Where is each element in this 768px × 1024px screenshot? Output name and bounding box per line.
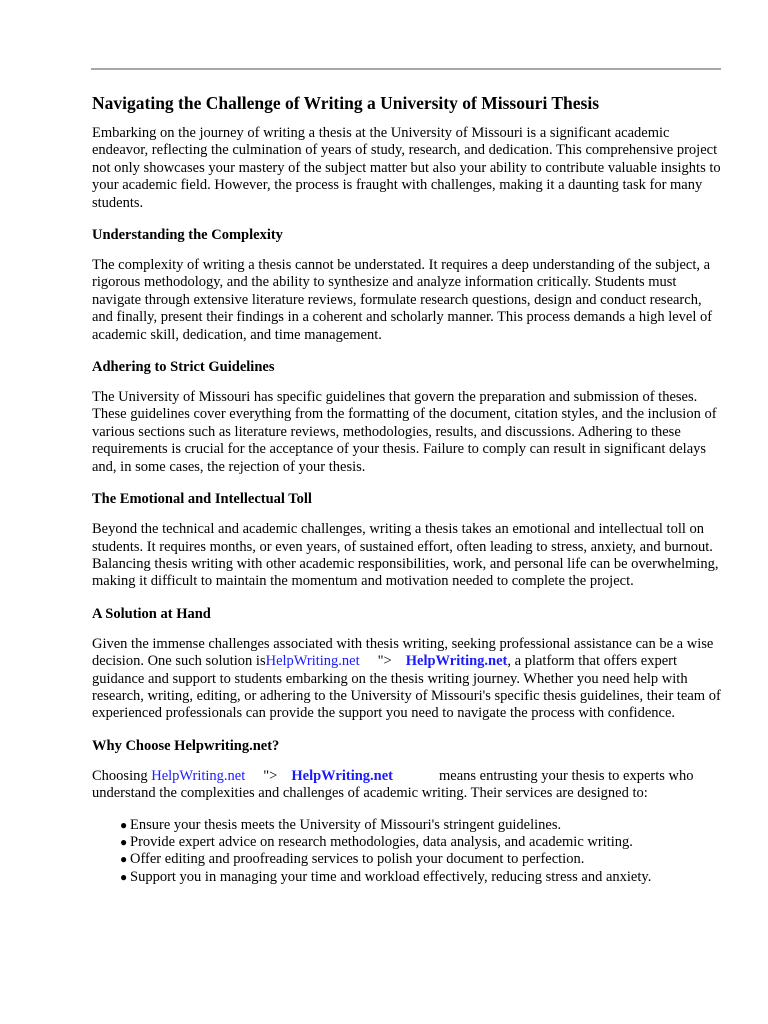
bullet-icon: ●: [120, 852, 128, 867]
list-item: ● Provide expert advice on research methodologies, data analysis, and academic writing.: [120, 833, 633, 850]
list-item: ● Ensure your thesis meets the University of Missouri's stringent guidelines.: [120, 816, 562, 833]
list-item: ● Support you in managing your time and workload effectively, reducing stress and anxiety.: [120, 868, 652, 885]
section-paragraph: The complexity of writing a thesis cannot be understated. It requires a deep understanding of the subject, a rigorous methodology, and the ability to synthesize and analyze information critically. Students must navigate through extensive literature reviews, formulate research questions, design and conduct research, and finally, present their findings in a coherent and scholarly manner. This process demands a high level of academic skill, dedication, and time management.: [92, 257, 713, 343]
bullet-icon: ●: [120, 869, 128, 884]
why-paragraph: [92, 768, 722, 803]
helpwriting-bold-link[interactable]: HelpWriting.net: [291, 767, 394, 784]
helpwriting-bold-link[interactable]: HelpWriting.net: [405, 653, 508, 670]
section-heading: The Emotional and Intellectual Toll: [92, 491, 312, 508]
solution-paragraph: [92, 636, 722, 723]
services-list: [92, 817, 722, 887]
why-heading: Why Choose Helpwriting.net?: [92, 737, 280, 754]
solution-text-after: , a platform that offers expert guidance and support to students embarking on the thesis writing journey. Whether you need help with research, writing, editing, or adhering to the University of Missouri's specific thesis guidelines, their team of experienced professionals can provide the support you need to navigate the process with confidence.: [92, 653, 721, 722]
helpwriting-link[interactable]: HelpWriting.net: [265, 653, 360, 670]
bullet-icon: ●: [120, 834, 128, 849]
article-title: Navigating the Challenge of Writing a University of Missouri Thesis: [92, 93, 600, 113]
section-heading: Adhering to Strict Guidelines: [92, 359, 275, 376]
why-text-after: means entrusting your thesis to experts who understand the complexities and challenges of academic writing. Their services are designed to:: [92, 767, 694, 802]
stray-quote-text: ">: [377, 653, 392, 670]
bullet-icon: ●: [120, 817, 128, 832]
list-item: ● Offer editing and proofreading services to polish your document to perfection.: [120, 851, 585, 868]
section-heading: Understanding the Complexity: [92, 227, 283, 244]
stray-quote-text: ">: [263, 767, 278, 784]
solution-text-before: Given the immense challenges associated with thesis writing, seeking professional assistance can be a wise decision. One such solution is: [92, 635, 714, 670]
solution-heading: A Solution at Hand: [92, 605, 211, 622]
section-paragraph: Beyond the technical and academic challenges, writing a thesis takes an emotional and intellectual toll on students. It requires months, or even years, of sustained effort, often leading to stress, anxiety, and burnout. Balancing thesis writing with other academic responsibilities, work, and personal life can be overwhelming, making it difficult to maintain the momentum and motivation needed to complete the project.: [92, 521, 719, 590]
helpwriting-link[interactable]: HelpWriting.net: [151, 767, 246, 784]
why-text-before: Choosing: [92, 767, 148, 784]
section-paragraph: The University of Missouri has specific guidelines that govern the preparation and submission of theses. These guidelines cover everything from the formatting of the document, citation styles, and the inclusion of various sections such as literature reviews, methodologies, results, and discussions. Adhering to these requirements is crucial for the acceptance of your thesis. Failure to comply can result in significant delays and, in some cases, the rejection of your thesis.: [92, 389, 717, 475]
top-divider: [91, 68, 721, 70]
article-body: [92, 92, 722, 886]
intro-paragraph: Embarking on the journey of writing a thesis at the University of Missouri is a significant academic endeavor, reflecting the culmination of years of study, research, and dedication. This comprehensive project not only showcases your mastery of the subject matter but also your ability to contribute valuable insights to your academic field. However, the process is fraught with challenges, making it a daunting task for many students.: [92, 125, 721, 211]
